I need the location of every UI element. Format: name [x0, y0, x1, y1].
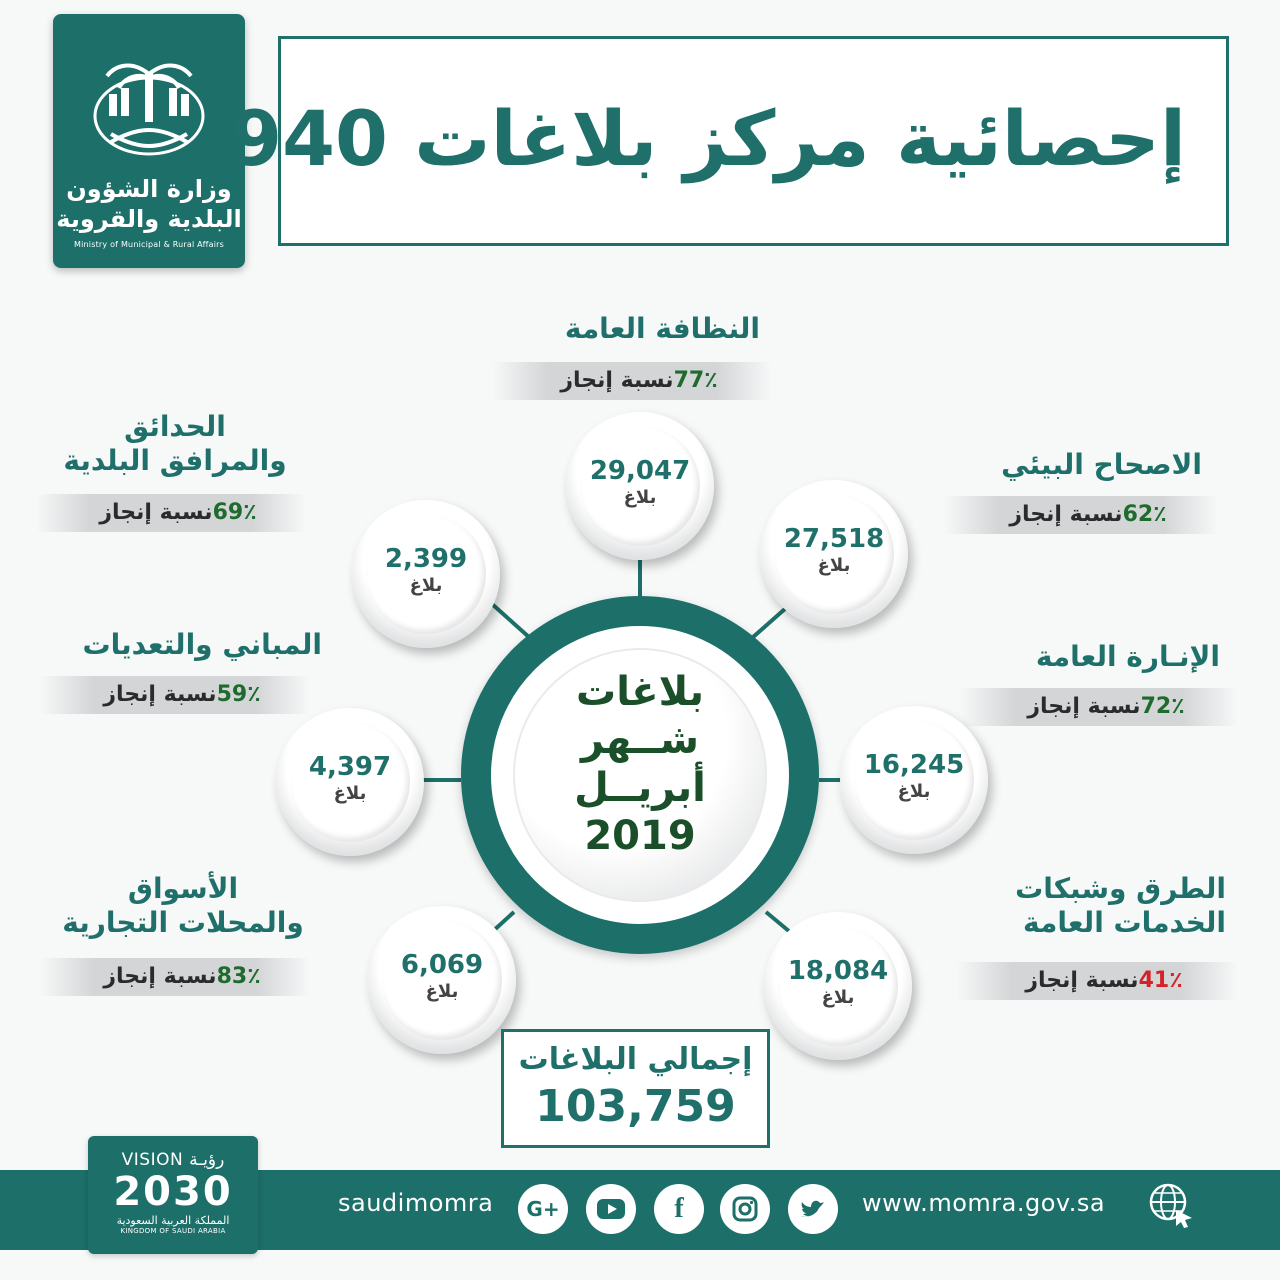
facebook-icon[interactable]: f [654, 1184, 704, 1234]
total-value: 103,759 [535, 1081, 736, 1132]
rate-pill-public-lighting [960, 688, 1238, 726]
footer-bottom-strip [0, 1250, 1280, 1280]
bubble-unit: بلاغ [333, 783, 367, 804]
youtube-icon[interactable] [586, 1184, 636, 1234]
ministry-name: وزارة الشؤون البلدية والقروية [56, 175, 242, 233]
category-title-cleanliness: النظافة العامة [564, 312, 760, 345]
rate-value: 59٪ [216, 682, 261, 707]
bubble-count: 4,397 [308, 752, 392, 782]
bubble-unit: بلاغ [409, 575, 443, 596]
page-title: إحصائية مركز بلاغات 940 [229, 94, 1186, 183]
bubble-parks-facilities [352, 500, 500, 648]
bubble-public-lighting [840, 706, 988, 854]
rate-value: 41٪ [1138, 968, 1183, 993]
rate-value: 62٪ [1122, 502, 1167, 527]
google-plus-icon[interactable]: G+ [518, 1184, 568, 1234]
bubble-unit: بلاغ [897, 781, 931, 802]
rate-pill-parks-facilities [36, 494, 306, 532]
category-title-buildings-violations: المباني والتعديات [82, 628, 322, 661]
rate-pill-roads-networks [956, 962, 1238, 1000]
category-title-markets-shops: الأسواق والمحلات التجارية [62, 872, 304, 939]
social-handle[interactable]: saudimomra [338, 1189, 494, 1217]
rate-pill-markets-shops [40, 958, 310, 996]
rate-label: نسبة إنجاز [103, 682, 217, 707]
center-ring [461, 596, 819, 954]
bubble-cleanliness [566, 412, 714, 560]
bubble-unit: بلاغ [623, 487, 657, 508]
bubble-roads-networks [764, 912, 912, 1060]
ministry-name-en: Ministry of Municipal & Rural Affairs [74, 240, 224, 249]
bubble-unit: بلاغ [821, 987, 855, 1008]
twitter-icon[interactable] [788, 1184, 838, 1234]
rate-label: نسبة إنجاز [99, 500, 213, 525]
instagram-icon[interactable] [720, 1184, 770, 1234]
bubble-markets-shops [368, 906, 516, 1054]
category-title-environmental-sanitation: الاصحاح البيئي [1001, 448, 1202, 481]
bubble-unit: بلاغ [425, 981, 459, 1002]
rate-label: نسبة إنجاز [560, 368, 674, 393]
rate-label: نسبة إنجاز [1025, 968, 1139, 993]
connector-line [752, 608, 786, 638]
total-label: إجمالي البلاغات [518, 1042, 753, 1077]
bubble-environmental-sanitation [760, 480, 908, 628]
category-title-roads-networks: الطرق وشبكات الخدمات العامة [1015, 872, 1226, 939]
vision-2030-logo: VISION رؤيـة 2030 المملكة العربية السعودية KINGDOM OF SAUDI ARABIA [88, 1136, 258, 1254]
rate-value: 77٪ [673, 368, 718, 393]
rate-label: نسبة إنجاز [103, 964, 217, 989]
bubble-count: 6,069 [400, 950, 484, 980]
rate-pill-buildings-violations [40, 676, 310, 714]
bubble-count: 16,245 [863, 750, 965, 780]
website-link[interactable]: www.momra.gov.sa [862, 1189, 1106, 1217]
bubble-buildings-violations [276, 708, 424, 856]
bubble-count: 2,399 [384, 544, 468, 574]
category-title-parks-facilities: الحدائق والمرافق البلدية [63, 410, 287, 477]
rate-pill-cleanliness [492, 362, 772, 400]
rate-value: 72٪ [1140, 694, 1185, 719]
globe-icon[interactable] [1146, 1180, 1196, 1230]
total-box [501, 1029, 770, 1148]
rate-value: 69٪ [212, 500, 257, 525]
connector-line [766, 912, 790, 932]
rate-pill-environmental-sanitation [944, 496, 1218, 534]
center-label: بلاغات شــهر أبريــل 2019 [513, 648, 767, 902]
bubble-count: 29,047 [589, 456, 691, 486]
connector-line [492, 604, 530, 638]
rate-label: نسبة إنجاز [1009, 502, 1123, 527]
bubble-unit: بلاغ [817, 555, 851, 576]
bubble-count: 18,084 [787, 956, 889, 986]
rate-value: 83٪ [216, 964, 261, 989]
category-title-public-lighting: الإنـارة العامة [1035, 640, 1220, 673]
rate-label: نسبة إنجاز [1027, 694, 1141, 719]
bubble-count: 27,518 [783, 524, 885, 554]
